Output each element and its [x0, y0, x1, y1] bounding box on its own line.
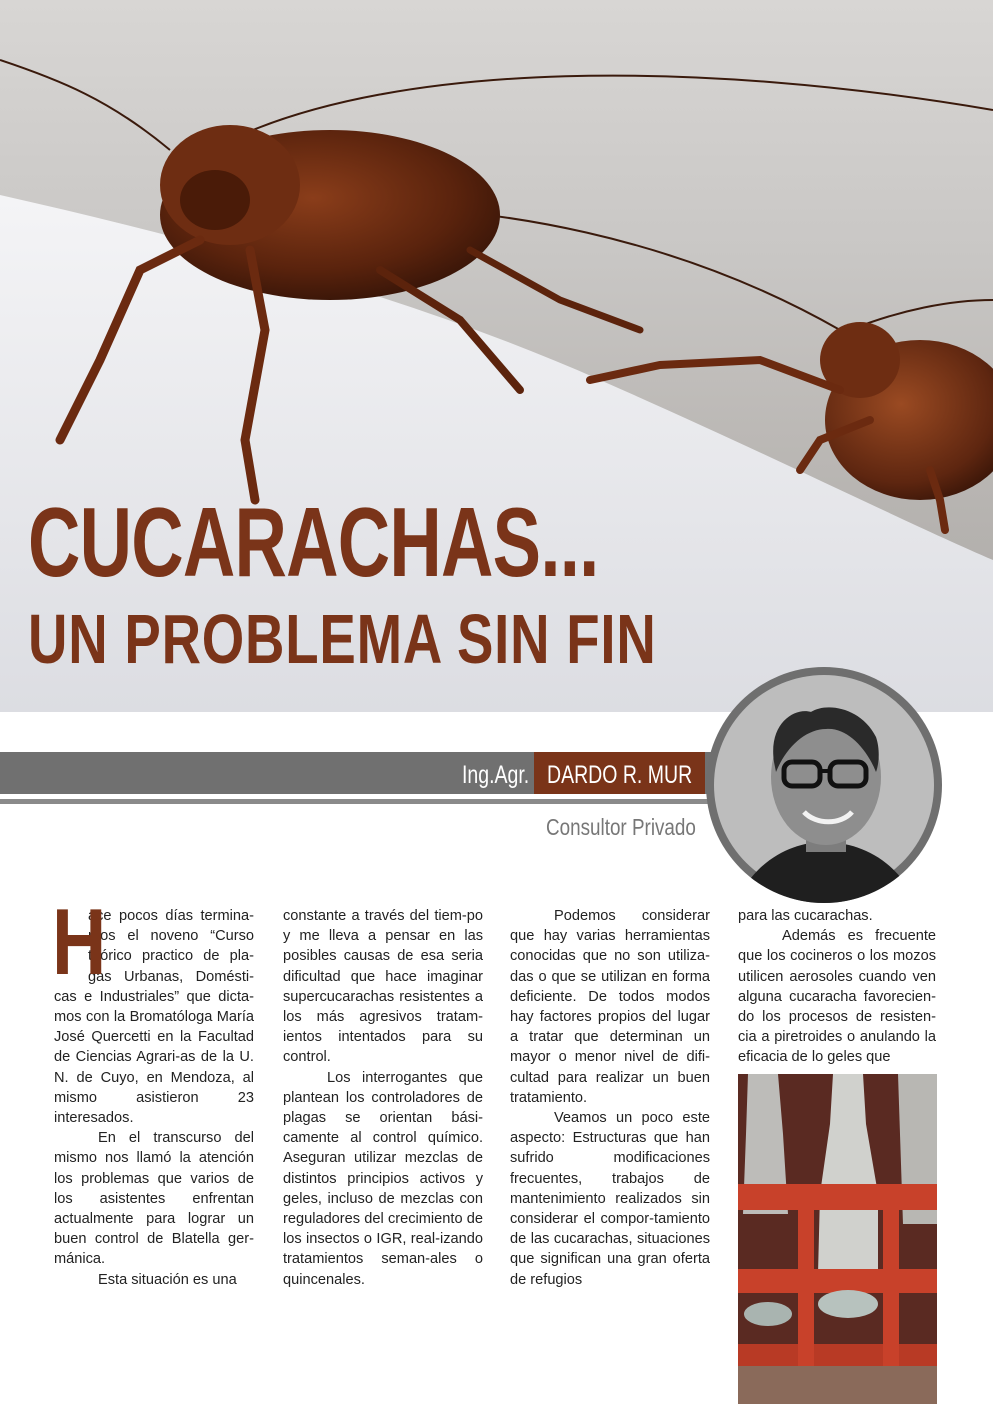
paragraph: constante a través del tiem-po y me lleva a pensar en las posibles causas de esa seria dificultad que hace imaginar supercucarachas resistentes a los más agresivos tratam-ientos intentados para su control.: [283, 908, 483, 1066]
paragraph: Veamos un poco este aspecto: Estructuras que han sufrido modificaciones frecuentes, trabajos de mantenimiento realizados sin considerar el compor-tamiento de las cucarachas, situaciones que significan una gran oferta de refugios: [510, 1110, 710, 1288]
body-column-2: [283, 906, 483, 1290]
avatar-icon: [706, 667, 942, 903]
paragraph: Podemos considerar que hay varias herramientas conocidas que no son utiliza-das o que se utilizan en forma deficiente. De todos modos hay factores propios del lugar a tratar que determinan un mayor o menor nivel de difi-cultad para realizar un buen tratamiento.: [510, 908, 710, 1106]
paragraph: ace pocos días termina-mos el noveno “Curso teórico practico de pla-gas Urbanas, Domésti-cas e Industriales” que dicta-mos con la Bromatóloga María José Quercetti en la Facultad de Ciencias Agrari-as de la U. N. de Cuyo, en Mendoza, al mismo asistieron 23 interesados.: [54, 908, 254, 1127]
article-title-line2: UN PROBLEMA SIN FIN: [28, 600, 657, 678]
paragraph: Los interrogantes que plantean los controladores de plagas se orientan bási-camente al control químico. Aseguran utilizar mezclas de distintos principios activos y geles, incluso de mezclas con reguladores del crecimiento de los insectos o IGR, real-izando tratamientos seman-ales o quincenales.: [283, 1069, 483, 1288]
body-column-4: [738, 906, 936, 1068]
paragraph: para las cucarachas.: [738, 908, 873, 924]
bottle-crate-photo: [738, 1074, 937, 1404]
author-name: DARDO R. MUR: [547, 761, 693, 789]
article-title-line1: CUCARACHAS...: [28, 487, 599, 597]
body-column-1: [52, 889, 254, 1290]
body-column-3: [510, 906, 710, 1290]
paragraph: En el transcurso del mismo nos llamó la atención los problemas que varios de los asistentes enfrentan actualmente para lograr un buen control de Blatella ger-mánica.: [54, 1130, 254, 1268]
author-prefix: Ing.Agr.: [462, 761, 530, 789]
paragraph: Esta situación es una: [98, 1271, 237, 1288]
bottles-icon: [738, 1074, 937, 1404]
author-role: Consultor Privado: [546, 814, 696, 840]
drop-cap: H: [52, 889, 107, 994]
paragraph: Además es frecuente que los cocineros o los mozos utilicen aerosoles cuando ven alguna cucaracha favorecien-do los procesos de resisten-cia a piretroides o anulando la eficacia de lo geles que: [738, 928, 936, 1066]
author-portrait: [706, 667, 942, 903]
author-band-divider: [0, 799, 760, 804]
